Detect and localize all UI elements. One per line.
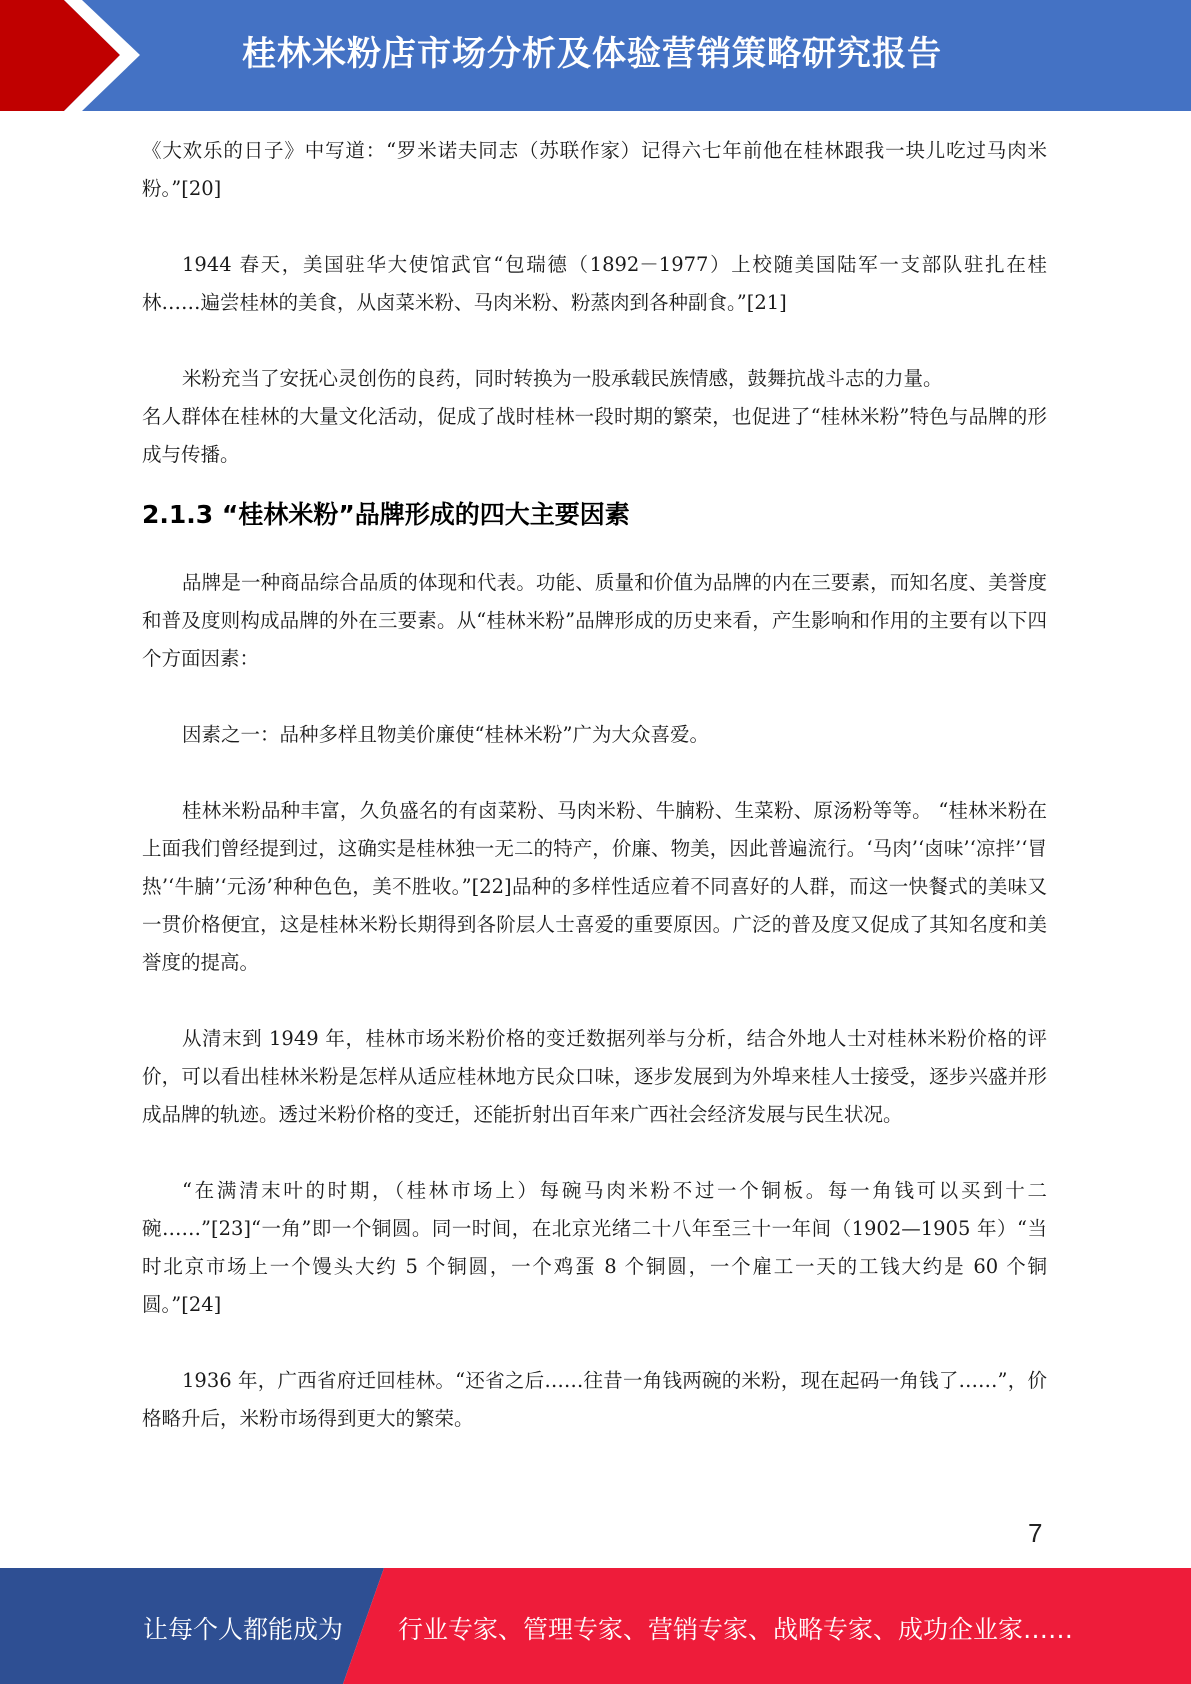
paragraph: 桂林米粉品种丰富，久负盛名的有卤菜粉、马肉米粉、牛腩粉、生菜粉、原汤粉等等。 “桂林米粉在上面我们曾经提到过，这确实是桂林独一无二的特产，价廉、物美，因此普遍流行。‘马肉’‘卤味’‘凉拌’‘冒热’‘牛腩’‘元汤’种种色色，美不胜收。”[22]品种的多样性适应着不同喜好的人群，而这一快餐式的美味又一贯价格便宜，这是桂林米粉长期得到各阶层人士喜爱的重要原因。广泛的普及度又促成了其知名度和美誉度的提高。 <box>142 799 1047 974</box>
page-footer <box>0 1568 1191 1684</box>
page-number: 7 <box>1028 1518 1043 1548</box>
paragraph: 1936 年，广西省府迁回桂林。“还省之后……往昔一角钱两碗的米粉，现在起码一角钱了……”，价格略升后，米粉市场得到更大的繁荣。 <box>142 1369 1047 1430</box>
paragraph: 从清末到 1949 年，桂林市场米粉价格的变迁数据列举与分析，结合外地人士对桂林米粉价格的评价，可以看出桂林米粉是怎样从适应桂林地方民众口味，逐步发展到为外埠来桂人士接受，逐步兴盛并形成品牌的轨迹。透过米粉价格的变迁，还能折射出百年来广西社会经济发展与民生状况。 <box>142 1027 1047 1126</box>
footer-slogan-right: 行业专家、管理专家、营销专家、战略专家、成功企业家…… <box>398 1615 1074 1644</box>
paragraph: 1944 春天，美国驻华大使馆武官“包瑞德（1892－1977）上校随美国陆军一支部队驻扎在桂林……遍尝桂林的美食，从卤菜米粉、马肉米粉、粉蒸肉到各种副食。”[21] <box>142 253 1047 314</box>
section-heading: 2.1.3 “桂林米粉”品牌形成的四大主要因素 <box>142 500 630 529</box>
paragraph: 米粉充当了安抚心灵创伤的良药，同时转换为一股承载民族情感，鼓舞抗战斗志的力量。 <box>182 367 943 390</box>
page-header <box>0 0 1191 111</box>
page-content <box>142 132 1047 1438</box>
paragraph: 品牌是一种商品综合品质的体现和代表。功能、质量和价值为品牌的内在三要素，而知名度、美誉度和普及度则构成品牌的外在三要素。从“桂林米粉”品牌形成的历史来看，产生影响和作用的主要有以下四个方面因素： <box>142 571 1047 670</box>
paragraph: 因素之一：品种多样且物美价廉使“桂林米粉”广为大众喜爱。 <box>182 723 709 746</box>
paragraph: 《大欢乐的日子》中写道：“罗米诺夫同志（苏联作家）记得六七年前他在桂林跟我一块儿吃过马肉米粉。”[20] <box>142 139 1047 200</box>
footer-slogan-left: 让每个人都能成为 <box>143 1615 344 1644</box>
header-title: 桂林米粉店市场分析及体验营销策略研究报告 <box>242 34 942 74</box>
header-chevron-decoration <box>0 0 160 111</box>
paragraph: 名人群体在桂林的大量文化活动，促成了战时桂林一段时期的繁荣，也促进了“桂林米粉”特色与品牌的形成与传播。 <box>142 405 1047 466</box>
paragraph: “在满清末叶的时期，（桂林市场上）每碗马肉米粉不过一个铜板。每一角钱可以买到十二碗……”[23]“一角”即一个铜圆。同一时间，在北京光绪二十八年至三十一年间（1902—1905 年）“当时北京市场上一个馒头大约 5 个铜圆，一个鸡蛋 8 个铜圆，一个雇工一天的工钱大约是 60 个铜圆。”[24] <box>142 1179 1047 1316</box>
